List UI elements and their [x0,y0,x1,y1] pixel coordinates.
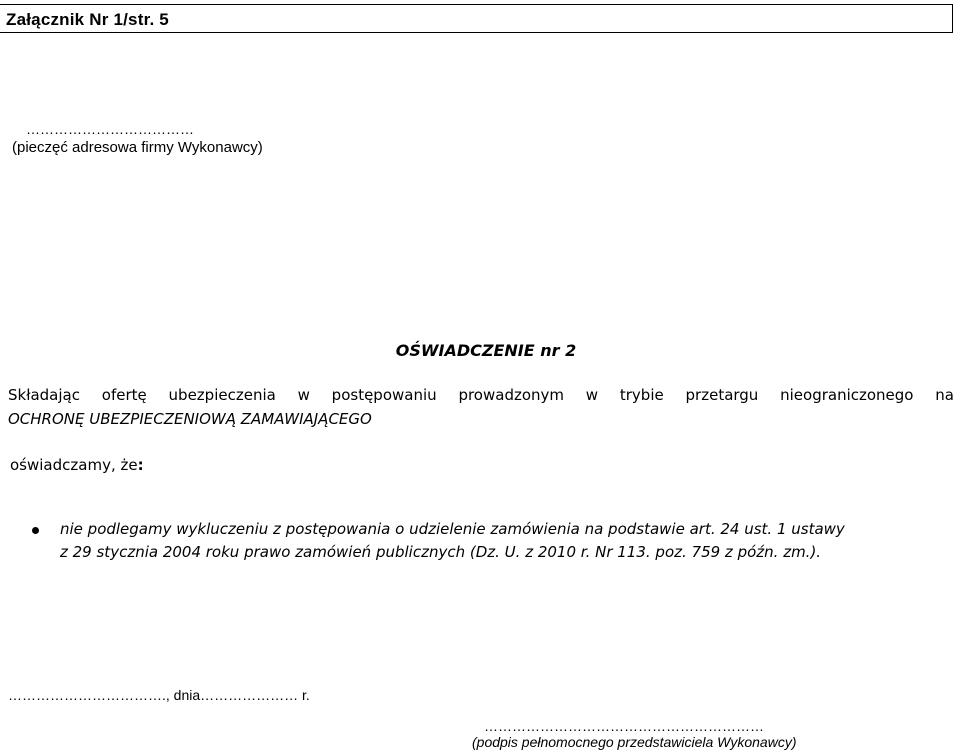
list-item-line-2: z 29 stycznia 2004 roku prawo zamówień publicznych (Dz. U. z 2010 r. Nr 113. poz. 759 z późn. zm.). [60,543,822,561]
document-title-text: OŚWIADCZENIE nr 2 [395,341,577,360]
header-title: Załącznik Nr 1/str. 5 [6,10,169,29]
document-title [0,341,960,360]
signature-caption: (podpis pełnomocnego przedstawiciela Wykonawcy) [472,734,797,750]
procurement-subject: OCHRONĘ UBEZPIECZENIOWĄ ZAMAWIAJĄCEGO [8,410,372,428]
signature-placeholder-dots: …………………………………………………… [484,718,764,734]
intro-paragraph: Składając ofertę ubezpieczenia w postępowaniu prowadzonym w trybie przetargu nieograniczonego na [8,386,954,404]
stamp-caption: (pieczęć adresowa firmy Wykonawcy) [12,139,263,156]
declaration-lead-text: oświadczamy, że [10,456,138,474]
place-date-line: ……………………………., dnia………………… r. [8,687,310,703]
list-item-line-1: nie podlegamy wykluczeniu z postępowania o udzielenie zamówienia na podstawie art. 24 ust. 1 ustawy [60,520,845,538]
declaration-lead [10,456,144,474]
bullet-icon [32,527,39,534]
stamp-placeholder-dots: ……………………………… [26,121,194,137]
declaration-colon: : [137,456,144,474]
header-bar [0,4,953,33]
